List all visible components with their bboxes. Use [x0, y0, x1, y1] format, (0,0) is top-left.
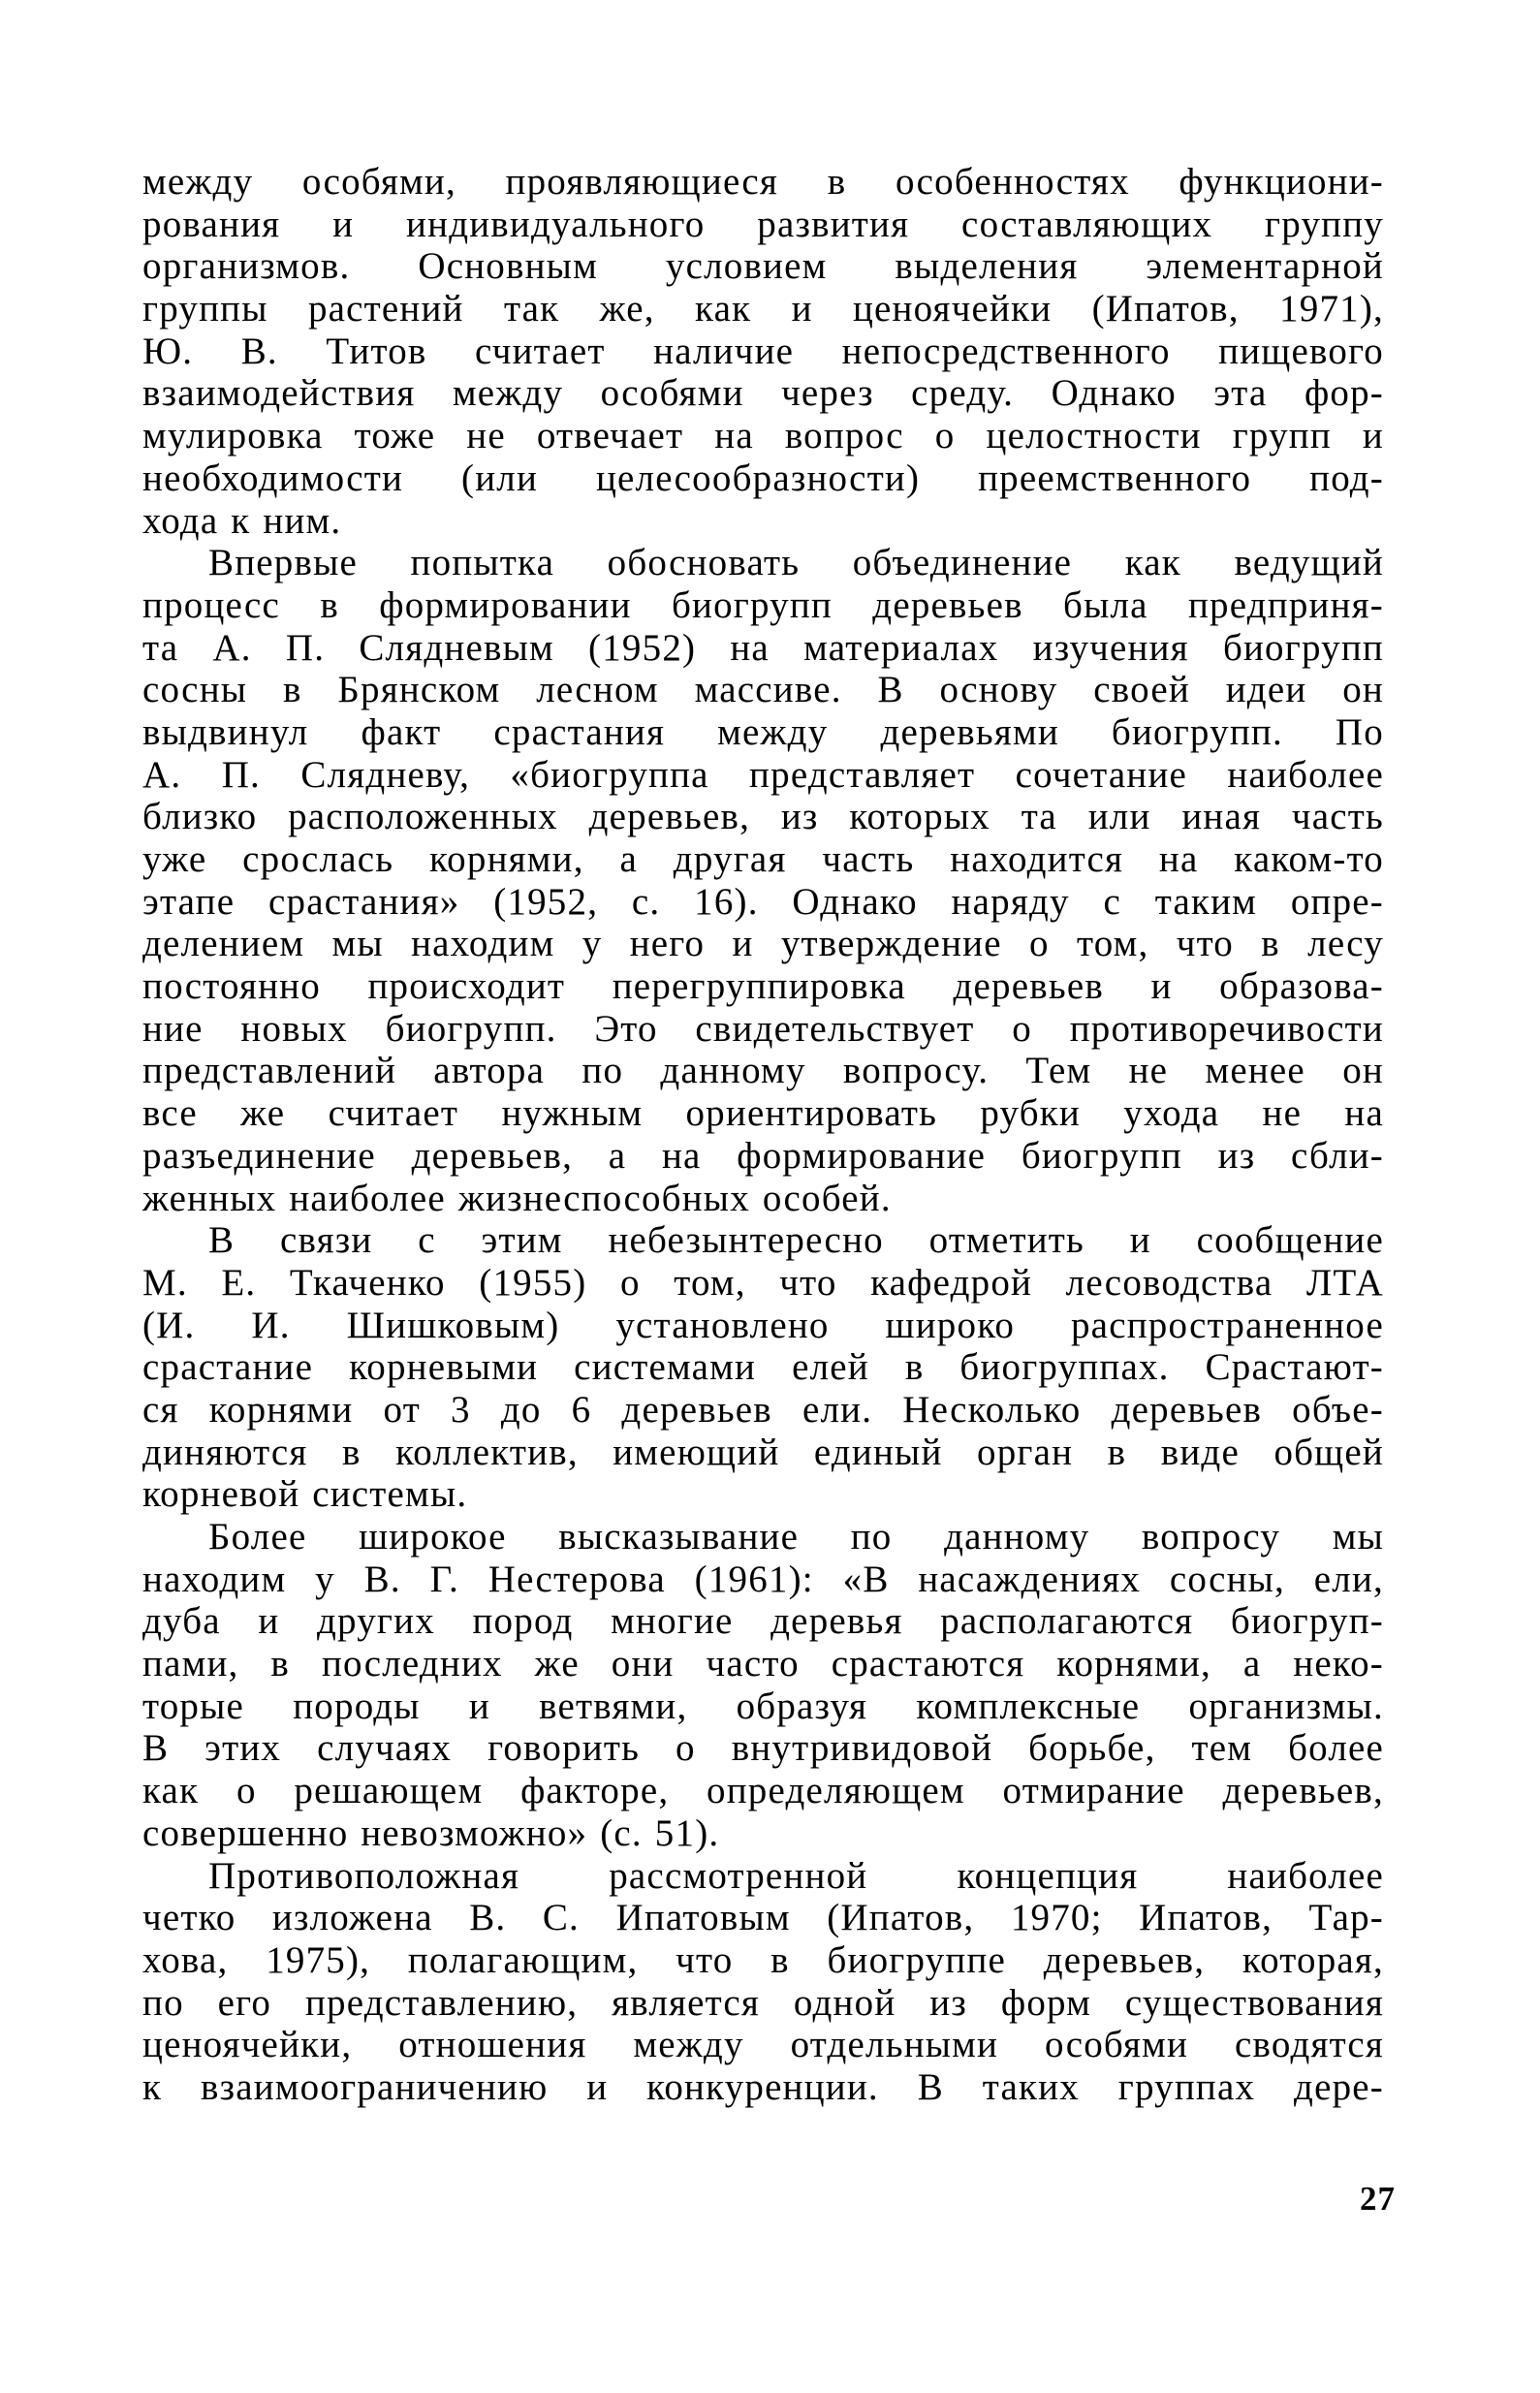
text-line: находим у В. Г. Нестерова (1961): «В насаждениях сосны, ели, — [142, 1558, 1384, 1600]
text-line: все же считает нужным ориентировать рубки ухода не на — [142, 1092, 1384, 1135]
text-line: пами, в последних же они часто срастаются корнями, а неко- — [142, 1643, 1384, 1685]
paragraph — [142, 1516, 1384, 1855]
text-line: как о решающем факторе, определяющем отмирание деревьев, — [142, 1770, 1384, 1812]
text-line: по его представлению, является одной из форм существования — [142, 1981, 1384, 2024]
text-line: та А. П. Слядневым (1952) на материалах изучения биогрупп — [142, 626, 1384, 669]
text-line: между особями, проявляющиеся в особенностях функциони- — [142, 161, 1384, 203]
text-column — [142, 161, 1384, 2109]
text-line: к взаимоограничению и конкуренции. В таких группах дере- — [142, 2065, 1384, 2108]
text-line: Более широкое высказывание по данному вопросу мы — [208, 1516, 1384, 1558]
paragraph — [142, 161, 1384, 542]
text-line: М. Е. Ткаченко (1955) о том, что кафедрой лесоводства ЛТА — [142, 1261, 1384, 1304]
text-line: организмов. Основным условием выделения элементарной — [142, 245, 1384, 288]
text-line: Противоположная рассмотренной концепция наиболее — [208, 1854, 1384, 1897]
text-line: В этих случаях говорить о внутривидовой борьбе, тем более — [142, 1727, 1384, 1770]
text-line: корневой системы. — [142, 1473, 468, 1516]
text-line: хова, 1975), полагающим, что в биогруппе деревьев, которая, — [142, 1938, 1384, 1981]
text-line: рования и индивидуального развития составляющих группу — [142, 203, 1384, 245]
text-line: взаимодействия между особями через среду. Однако эта фор- — [142, 372, 1384, 415]
text-line: сосны в Брянском лесном массиве. В основу своей идеи он — [142, 669, 1384, 711]
text-line: ние новых биогрупп. Это свидетельствует о противоречивости — [142, 1007, 1384, 1050]
text-line: ся корнями от 3 до 6 деревьев ели. Несколько деревьев объе- — [142, 1388, 1384, 1431]
text-line: уже срослась корнями, а другая часть находится на каком-то — [142, 838, 1384, 880]
text-line: делением мы находим у него и утверждение о том, что в лесу — [142, 923, 1384, 965]
text-line: мулировка тоже не отвечает на вопрос о целостности групп и — [142, 415, 1384, 457]
text-line: женных наиболее жизнеспособных особей. — [142, 1177, 892, 1219]
text-line: ценоячейки, отношения между отдельными особями сводятся — [142, 2024, 1384, 2066]
text-line: этапе срастания» (1952, с. 16). Однако наряду с таким опре- — [142, 880, 1384, 923]
text-line: совершенно невозможно» (с. 51). — [142, 1811, 720, 1854]
text-line: близко расположенных деревьев, из которых та или иная часть — [142, 796, 1384, 838]
text-line: выдвинул факт срастания между деревьями биогрупп. По — [142, 710, 1384, 753]
text-line: срастание корневыми системами елей в биогруппах. Срастают- — [142, 1346, 1384, 1389]
text-line: дуба и других пород многие деревья располагаются биогруп- — [142, 1600, 1384, 1643]
text-line: представлений автора по данному вопросу. Тем не менее он — [142, 1050, 1384, 1092]
text-line: процесс в формировании биогрупп деревьев была предприня- — [142, 583, 1384, 626]
text-line: В связи с этим небезынтересно отметить и сообщение — [208, 1219, 1384, 1262]
paragraph — [142, 1219, 1384, 1516]
text-line: Впервые попытка обосновать объединение как ведущий — [208, 542, 1384, 584]
text-line: торые породы и ветвями, образуя комплексные организмы. — [142, 1685, 1384, 1727]
text-line: четко изложена В. С. Ипатовым (Ипатов, 1970; Ипатов, Тар- — [142, 1897, 1384, 1939]
paragraph — [142, 542, 1384, 1219]
paragraph — [142, 1855, 1384, 2109]
text-line: разъединение деревьев, а на формирование биогрупп из сбли- — [142, 1134, 1384, 1177]
text-line: необходимости (или целесообразности) преемственного под- — [142, 457, 1384, 499]
text-line: (И. И. Шишковым) установлено широко распространенное — [142, 1304, 1384, 1346]
page-number: 27 — [1360, 2180, 1396, 2218]
text-line: группы растений так же, как и ценоячейки (Ипатов, 1971), — [142, 288, 1384, 331]
text-line: А. П. Слядневу, «биогруппа представляет сочетание наиболее — [142, 753, 1384, 796]
text-line: диняются в коллектив, имеющий единый орган в виде общей — [142, 1431, 1384, 1473]
text-line: постоянно происходит перегруппировка деревьев и образова- — [142, 965, 1384, 1008]
text-line: хода к ним. — [142, 499, 342, 542]
text-line: Ю. В. Титов считает наличие непосредственного пищевого — [142, 330, 1384, 372]
